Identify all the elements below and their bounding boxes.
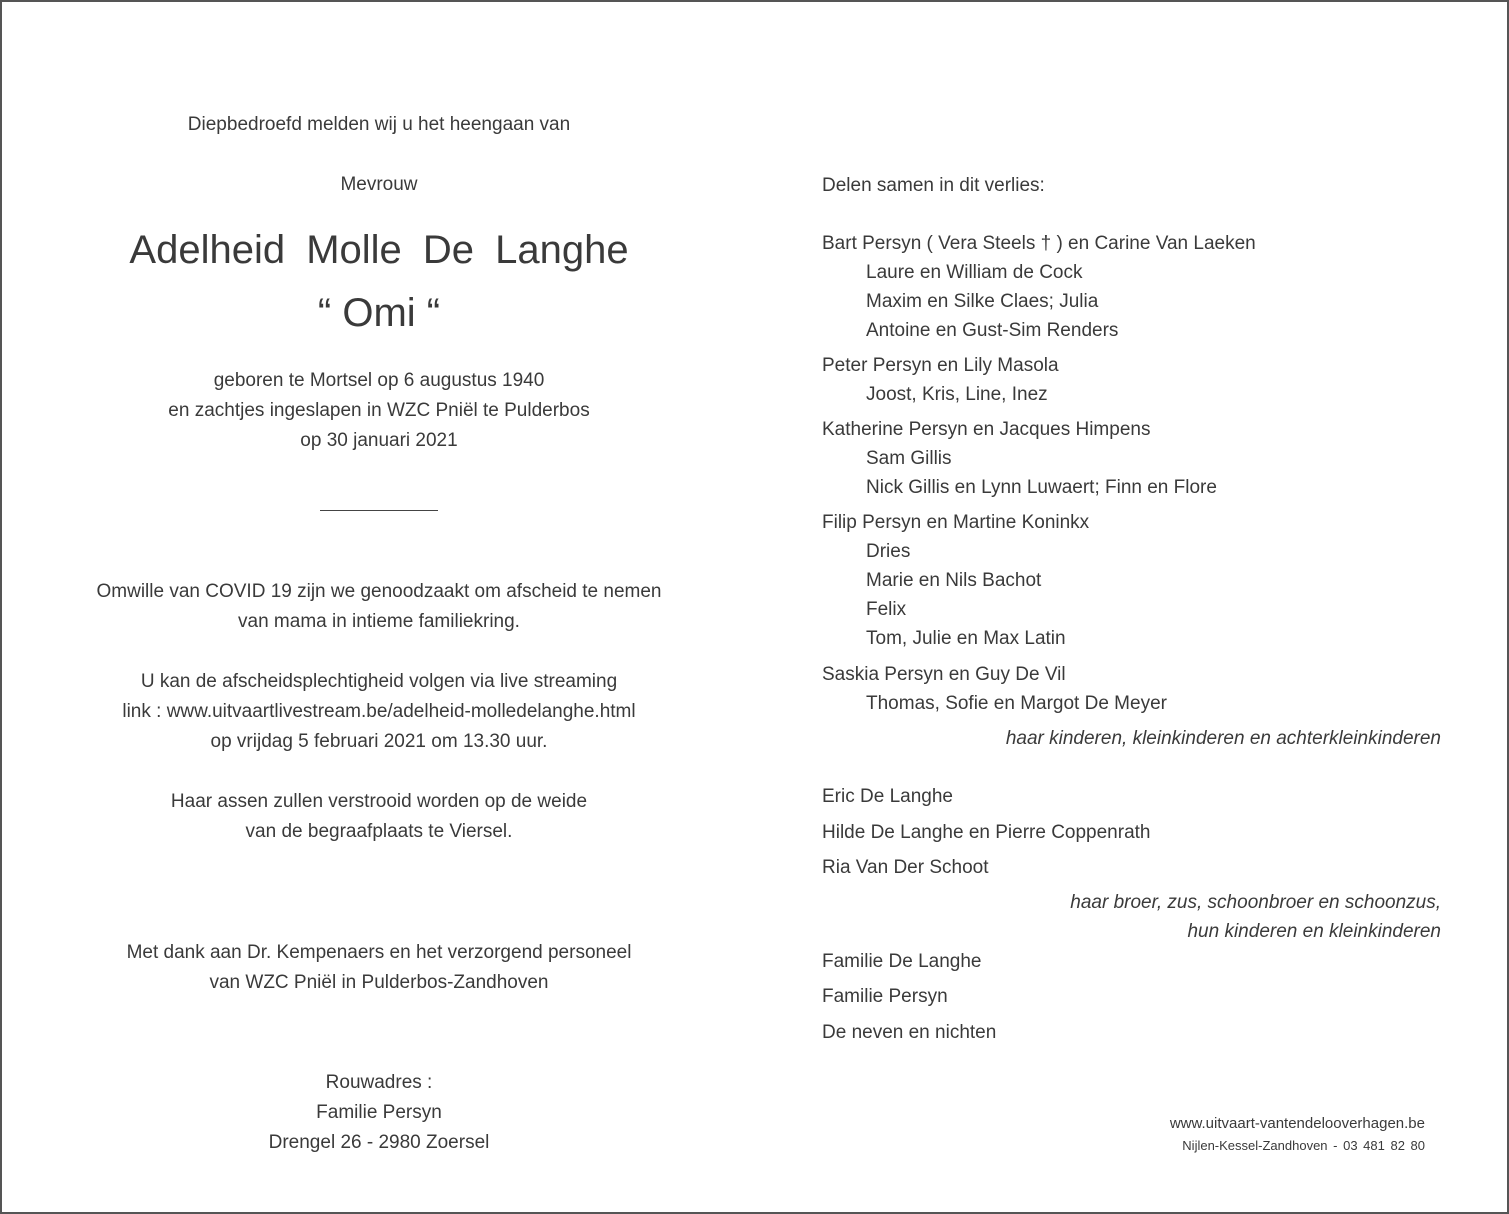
salutation: Mevrouw [340,174,418,195]
covid-notice-line-2: van mama in intieme familiekring. [238,611,520,632]
extended-family-line: De neven en nichten [822,1022,997,1043]
relation-caption-children: haar kinderen, kleinkinderen en achterkleinkinderen [1005,728,1441,749]
family-member: Felix [866,599,907,620]
family-head: Bart Persyn ( Vera Steels † ) en Carine Van Laeken [822,233,1256,254]
birth-line: geboren te Mortsel op 6 augustus 1940 [213,370,545,391]
family-member: Sam Gillis [866,448,952,469]
thanks-line-1: Met dank aan Dr. Kempenaers en het verzorgend personeel [126,942,632,963]
left-column [2,2,756,1212]
sibling-line: Eric De Langhe [822,786,953,807]
family-member: Joost, Kris, Line, Inez [866,384,1048,405]
deceased-nickname: “ Omi “ [317,291,441,335]
deceased-name: Adelheid Molle De Langhe [129,228,629,272]
stream-line-1: U kan de afscheidsplechtigheid volgen via live streaming [140,671,618,692]
relation-caption-siblings-2: hun kinderen en kleinkinderen [1187,921,1441,942]
family-head: Filip Persyn en Martine Koninkx [822,512,1090,533]
funeral-home-website[interactable]: www.uitvaart-vantendelooverhagen.be [1169,1115,1425,1132]
relation-caption-siblings-1: haar broer, zus, schoonbroer en schoonzus, [1070,892,1441,913]
intro-text: Diepbedroefd melden wij u het heengaan van [187,114,571,135]
ashes-line-2: van de begraafplaats te Viersel. [245,821,513,842]
stream-link[interactable]: link : www.uitvaartlivestream.be/adelheid-molledelanghe.html [122,701,636,722]
family-member: Dries [866,541,911,562]
address-street: Drengel 26 - 2980 Zoersel [268,1132,490,1153]
family-member: Laure en William de Cock [866,262,1083,283]
mourners-heading: Delen samen in dit verlies: [822,175,1045,196]
death-date: op 30 januari 2021 [300,430,458,451]
family-member: Maxim en Silke Claes; Julia [866,291,1099,312]
family-member: Marie en Nils Bachot [866,570,1042,591]
covid-notice-line-1: Omwille van COVID 19 zijn we genoodzaakt om afscheid te nemen [96,581,662,602]
extended-family-line: Familie Persyn [822,986,948,1007]
family-head: Peter Persyn en Lily Masola [822,355,1059,376]
address-name: Familie Persyn [316,1102,442,1123]
address-label: Rouwadres : [325,1072,433,1093]
stream-date: op vrijdag 5 februari 2021 om 13.30 uur. [210,731,548,752]
family-head: Katherine Persyn en Jacques Himpens [822,419,1151,440]
family-member: Antoine en Gust-Sim Renders [866,320,1119,341]
family-head: Saskia Persyn en Guy De Vil [822,664,1066,685]
sibling-line: Hilde De Langhe en Pierre Coppenrath [822,822,1151,843]
extended-family-line: Familie De Langhe [822,951,982,972]
funeral-home-contact: Nijlen-Kessel-Zandhoven - 03 481 82 80 [1182,1138,1425,1153]
divider-line [320,510,438,511]
family-member: Tom, Julie en Max Latin [866,628,1066,649]
family-member: Nick Gillis en Lynn Luwaert; Finn en Flore [866,477,1217,498]
thanks-line-2: van WZC Pniël in Pulderbos-Zandhoven [209,972,549,993]
ashes-line-1: Haar assen zullen verstrooid worden op de weide [170,791,588,812]
death-line: en zachtjes ingeslapen in WZC Pniël te Pulderbos [168,400,590,421]
family-member: Thomas, Sofie en Margot De Meyer [866,693,1167,714]
sibling-line: Ria Van Der Schoot [822,857,989,878]
